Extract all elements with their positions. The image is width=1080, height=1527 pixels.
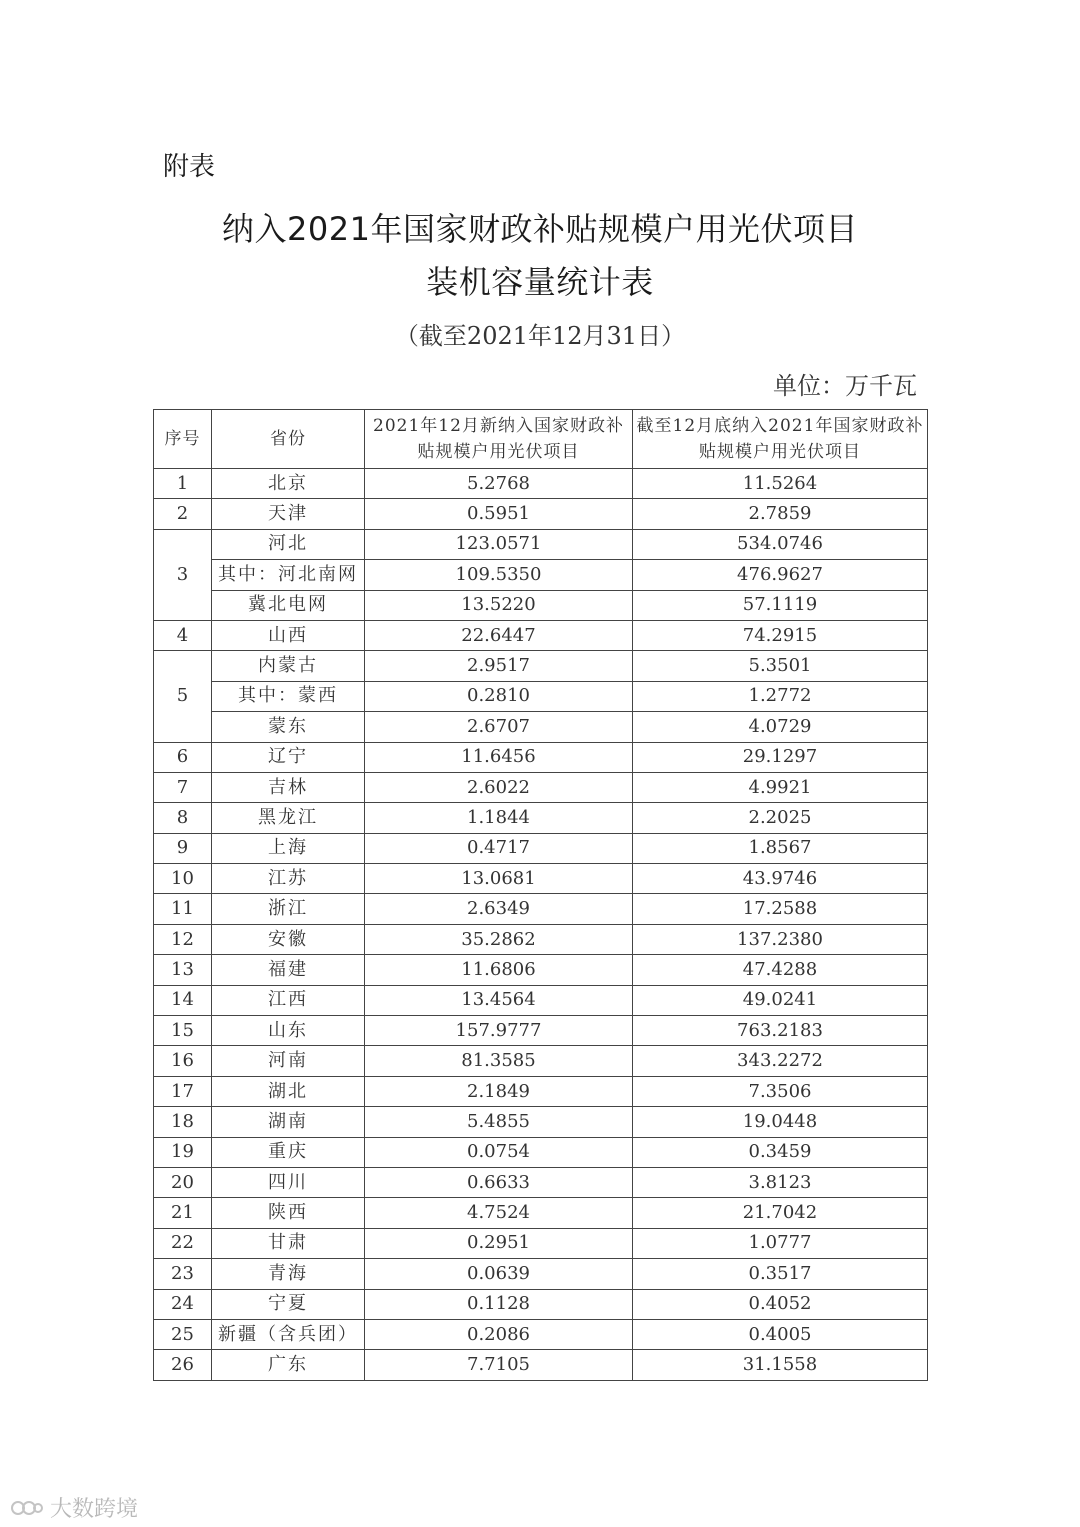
cell-new-capacity: 0.1128 (365, 1289, 633, 1319)
cell-new-capacity: 22.6447 (365, 620, 633, 650)
cell-seq: 3 (154, 529, 212, 620)
cell-seq: 21 (154, 1198, 212, 1228)
cell-new-capacity: 0.0754 (365, 1137, 633, 1167)
cell-seq: 9 (154, 833, 212, 863)
table-row (154, 469, 928, 499)
table-row (154, 499, 928, 529)
cell-new-capacity: 11.6456 (365, 742, 633, 772)
table-row (154, 590, 928, 620)
header-seq: 序号 (154, 410, 212, 469)
cell-new-capacity: 11.6806 (365, 955, 633, 985)
cell-seq: 4 (154, 620, 212, 650)
cell-seq: 13 (154, 955, 212, 985)
cell-cumulative-capacity: 7.3506 (633, 1076, 928, 1106)
cell-seq: 15 (154, 1016, 212, 1046)
cell-province: 广东 (212, 1350, 365, 1380)
date-subtitle: （截至2021年12月31日） (394, 322, 686, 350)
cell-province: 重庆 (212, 1137, 365, 1167)
cell-seq: 19 (154, 1137, 212, 1167)
cell-cumulative-capacity: 476.9627 (633, 560, 928, 590)
cell-cumulative-capacity: 763.2183 (633, 1016, 928, 1046)
cell-province: 甘肃 (212, 1228, 365, 1258)
table-row (154, 955, 928, 985)
cell-new-capacity: 81.3585 (365, 1046, 633, 1076)
cell-province: 河南 (212, 1046, 365, 1076)
cell-cumulative-capacity: 19.0448 (633, 1107, 928, 1137)
cell-seq: 7 (154, 772, 212, 802)
table-row (154, 712, 928, 742)
header-province: 省份 (212, 410, 365, 469)
cell-seq: 17 (154, 1076, 212, 1106)
cell-cumulative-capacity: 17.2588 (633, 894, 928, 924)
cell-seq: 25 (154, 1319, 212, 1349)
table-row (154, 529, 928, 559)
cell-province: 四川 (212, 1167, 365, 1197)
page-title-line1: 纳入2021年国家财政补贴规模户用光伏项目 (222, 210, 858, 248)
cell-cumulative-capacity: 29.1297 (633, 742, 928, 772)
cell-cumulative-capacity: 0.3517 (633, 1259, 928, 1289)
cell-cumulative-capacity: 4.0729 (633, 712, 928, 742)
cell-seq: 10 (154, 864, 212, 894)
cell-province: 宁夏 (212, 1289, 365, 1319)
table-row (154, 833, 928, 863)
cell-seq: 5 (154, 651, 212, 742)
cell-province: 天津 (212, 499, 365, 529)
cell-province: 新疆（含兵团） (212, 1319, 365, 1349)
cell-new-capacity: 123.0571 (365, 529, 633, 559)
cell-new-capacity: 13.0681 (365, 864, 633, 894)
cell-seq: 8 (154, 803, 212, 833)
table-row (154, 803, 928, 833)
cell-cumulative-capacity: 31.1558 (633, 1350, 928, 1380)
cell-cumulative-capacity: 57.1119 (633, 590, 928, 620)
cell-new-capacity: 5.2768 (365, 469, 633, 499)
cell-cumulative-capacity: 2.7859 (633, 499, 928, 529)
table-row (154, 924, 928, 954)
cell-cumulative-capacity: 1.2772 (633, 681, 928, 711)
header-cumulative-capacity: 截至12月底纳入2021年国家财政补贴规模户用光伏项目 (633, 410, 928, 469)
cell-province: 内蒙古 (212, 651, 365, 681)
cell-new-capacity: 0.5951 (365, 499, 633, 529)
table-row (154, 772, 928, 802)
cell-cumulative-capacity: 5.3501 (633, 651, 928, 681)
cell-cumulative-capacity: 1.0777 (633, 1228, 928, 1258)
cell-new-capacity: 5.4855 (365, 1107, 633, 1137)
cell-cumulative-capacity: 3.8123 (633, 1167, 928, 1197)
table-row (154, 864, 928, 894)
watermark (10, 1492, 138, 1523)
cell-province: 安徽 (212, 924, 365, 954)
table-header-row (154, 410, 928, 469)
cell-cumulative-capacity: 4.9921 (633, 772, 928, 802)
cell-cumulative-capacity: 1.8567 (633, 833, 928, 863)
cell-new-capacity: 109.5350 (365, 560, 633, 590)
table-row (154, 742, 928, 772)
cell-seq: 2 (154, 499, 212, 529)
cell-province: 蒙东 (212, 712, 365, 742)
cell-new-capacity: 2.9517 (365, 651, 633, 681)
table-body (154, 469, 928, 1381)
cell-new-capacity: 2.6349 (365, 894, 633, 924)
cell-new-capacity: 0.2086 (365, 1319, 633, 1349)
table-row (154, 1350, 928, 1380)
cell-new-capacity: 2.1849 (365, 1076, 633, 1106)
table-row (154, 1046, 928, 1076)
table-row (154, 1259, 928, 1289)
cell-cumulative-capacity: 343.2272 (633, 1046, 928, 1076)
cell-seq: 24 (154, 1289, 212, 1319)
cell-cumulative-capacity: 43.9746 (633, 864, 928, 894)
cell-province: 陕西 (212, 1198, 365, 1228)
cell-cumulative-capacity: 534.0746 (633, 529, 928, 559)
watermark-logo-icon (10, 1497, 44, 1519)
cell-seq: 22 (154, 1228, 212, 1258)
cell-new-capacity: 0.0639 (365, 1259, 633, 1289)
table-row (154, 620, 928, 650)
cell-new-capacity: 0.2951 (365, 1228, 633, 1258)
cell-cumulative-capacity: 11.5264 (633, 469, 928, 499)
table-row (154, 1319, 928, 1349)
cell-seq: 11 (154, 894, 212, 924)
cell-new-capacity: 13.5220 (365, 590, 633, 620)
table-row (154, 1107, 928, 1137)
cell-province: 其中：蒙西 (212, 681, 365, 711)
cell-province: 黑龙江 (212, 803, 365, 833)
cell-new-capacity: 0.6633 (365, 1167, 633, 1197)
cell-province: 青海 (212, 1259, 365, 1289)
cell-new-capacity: 157.9777 (365, 1016, 633, 1046)
table-row (154, 1167, 928, 1197)
cell-cumulative-capacity: 0.4052 (633, 1289, 928, 1319)
cell-province: 浙江 (212, 894, 365, 924)
cell-province: 上海 (212, 833, 365, 863)
cell-new-capacity: 0.4717 (365, 833, 633, 863)
table-row (154, 1016, 928, 1046)
annex-label: 附表 (163, 152, 216, 182)
cell-seq: 16 (154, 1046, 212, 1076)
cell-province: 北京 (212, 469, 365, 499)
unit-label: 单位：万千瓦 (773, 372, 917, 400)
cell-seq: 18 (154, 1107, 212, 1137)
cell-cumulative-capacity: 2.2025 (633, 803, 928, 833)
cell-province: 冀北电网 (212, 590, 365, 620)
table-row (154, 1198, 928, 1228)
cell-cumulative-capacity: 47.4288 (633, 955, 928, 985)
watermark-text: 大数跨境 (50, 1497, 139, 1522)
cell-cumulative-capacity: 21.7042 (633, 1198, 928, 1228)
cell-seq: 26 (154, 1350, 212, 1380)
cell-new-capacity: 7.7105 (365, 1350, 633, 1380)
cell-new-capacity: 0.2810 (365, 681, 633, 711)
cell-seq: 12 (154, 924, 212, 954)
cell-cumulative-capacity: 0.4005 (633, 1319, 928, 1349)
cell-cumulative-capacity: 137.2380 (633, 924, 928, 954)
cell-province: 山西 (212, 620, 365, 650)
table-row (154, 560, 928, 590)
capacity-table (153, 409, 928, 1381)
cell-province: 湖南 (212, 1107, 365, 1137)
cell-province: 山东 (212, 1016, 365, 1046)
table-row (154, 1076, 928, 1106)
table-row (154, 1137, 928, 1167)
cell-seq: 20 (154, 1167, 212, 1197)
table-row (154, 651, 928, 681)
cell-province: 其中：河北南网 (212, 560, 365, 590)
cell-new-capacity: 1.1844 (365, 803, 633, 833)
cell-cumulative-capacity: 49.0241 (633, 985, 928, 1015)
cell-province: 福建 (212, 955, 365, 985)
cell-seq: 1 (154, 469, 212, 499)
cell-province: 辽宁 (212, 742, 365, 772)
table-row (154, 985, 928, 1015)
cell-cumulative-capacity: 74.2915 (633, 620, 928, 650)
cell-seq: 14 (154, 985, 212, 1015)
table-row (154, 1228, 928, 1258)
cell-province: 河北 (212, 529, 365, 559)
table-row (154, 894, 928, 924)
cell-new-capacity: 35.2862 (365, 924, 633, 954)
cell-new-capacity: 13.4564 (365, 985, 633, 1015)
cell-new-capacity: 4.7524 (365, 1198, 633, 1228)
table-row (154, 681, 928, 711)
cell-new-capacity: 2.6707 (365, 712, 633, 742)
cell-province: 江苏 (212, 864, 365, 894)
cell-province: 湖北 (212, 1076, 365, 1106)
cell-seq: 6 (154, 742, 212, 772)
cell-province: 江西 (212, 985, 365, 1015)
header-new-capacity: 2021年12月新纳入国家财政补贴规模户用光伏项目 (365, 410, 633, 469)
table-row (154, 1289, 928, 1319)
cell-province: 吉林 (212, 772, 365, 802)
cell-seq: 23 (154, 1259, 212, 1289)
page-title-line2: 装机容量统计表 (426, 263, 654, 301)
cell-cumulative-capacity: 0.3459 (633, 1137, 928, 1167)
cell-new-capacity: 2.6022 (365, 772, 633, 802)
